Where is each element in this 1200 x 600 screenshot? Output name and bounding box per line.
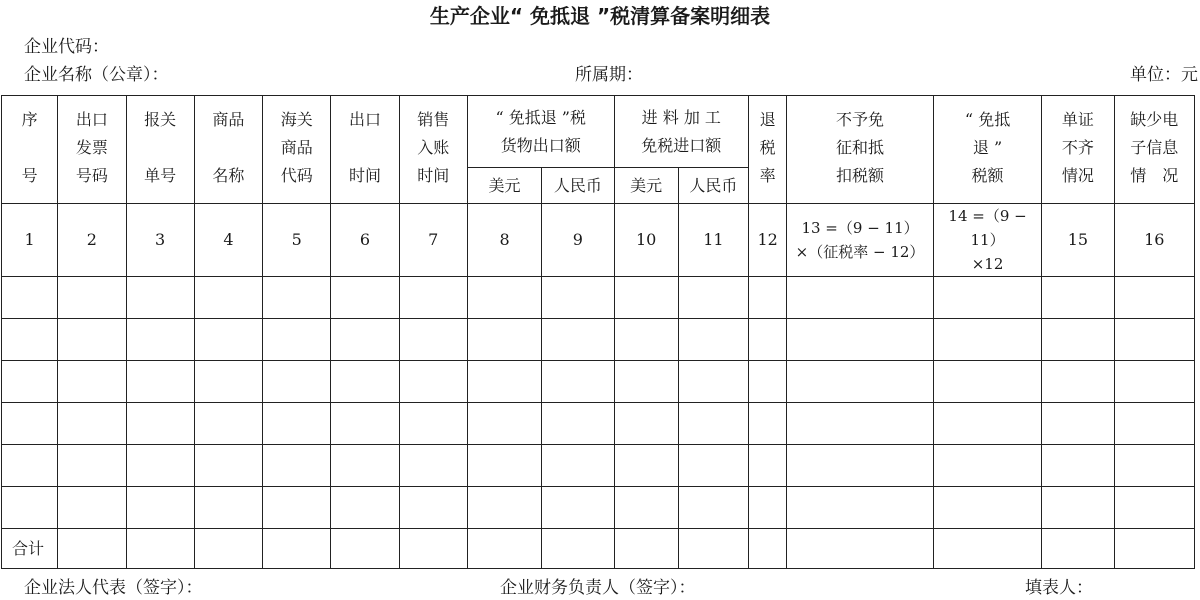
- index-cell: 5: [263, 204, 331, 277]
- blank-cell[interactable]: [2, 403, 58, 445]
- col-header-usd-1: 美元: [467, 168, 541, 204]
- col-header-export-time: 出口 时间: [331, 96, 399, 204]
- blank-cell[interactable]: [678, 445, 748, 487]
- blank-cell[interactable]: [194, 277, 262, 319]
- blank-cell[interactable]: [1114, 529, 1194, 569]
- blank-cell[interactable]: [749, 277, 787, 319]
- blank-cell[interactable]: [749, 487, 787, 529]
- blank-cell[interactable]: [1114, 403, 1194, 445]
- blank-cell[interactable]: [58, 403, 126, 445]
- col-header-refund-tax: “ 免抵 退 ” 税额: [933, 96, 1041, 204]
- blank-cell[interactable]: [126, 445, 194, 487]
- blank-cell[interactable]: [749, 529, 787, 569]
- blank-cell[interactable]: [467, 361, 541, 403]
- company-name-label: 企业名称（公章）：: [24, 65, 169, 85]
- blank-cell[interactable]: [58, 529, 126, 569]
- blank-cell[interactable]: [263, 319, 331, 361]
- blank-cell[interactable]: [126, 361, 194, 403]
- blank-cell[interactable]: [263, 403, 331, 445]
- blank-cell[interactable]: [467, 445, 541, 487]
- blank-cell[interactable]: [58, 277, 126, 319]
- blank-cell[interactable]: [399, 445, 467, 487]
- blank-cell[interactable]: [399, 487, 467, 529]
- blank-cell[interactable]: [542, 445, 614, 487]
- blank-cell[interactable]: [933, 361, 1041, 403]
- col-header-rmb-1: 人民币: [542, 168, 614, 204]
- blank-cell[interactable]: [331, 403, 399, 445]
- blank-cell[interactable]: [749, 361, 787, 403]
- blank-cell[interactable]: [2, 487, 58, 529]
- blank-cell[interactable]: [749, 403, 787, 445]
- col-header-sales-time: 销售 入账 时间: [399, 96, 467, 204]
- legal-rep-signature-label: 企业法人代表（签字）：: [24, 578, 203, 598]
- index-cell: 15: [1042, 204, 1114, 277]
- blank-cell[interactable]: [1114, 319, 1194, 361]
- blank-cell[interactable]: [194, 319, 262, 361]
- blank-cell[interactable]: [1042, 445, 1114, 487]
- blank-cell[interactable]: [933, 319, 1041, 361]
- blank-cell[interactable]: [331, 361, 399, 403]
- col-header-customs-code: 海关 商品 代码: [263, 96, 331, 204]
- col-header-invoice-no: 出口 发票 号码: [58, 96, 126, 204]
- index-cell: 10: [614, 204, 678, 277]
- blank-cell[interactable]: [1114, 277, 1194, 319]
- blank-cell[interactable]: [542, 277, 614, 319]
- total-label: 合计: [2, 529, 58, 569]
- blank-cell[interactable]: [263, 529, 331, 569]
- blank-cell[interactable]: [126, 319, 194, 361]
- blank-cell[interactable]: [194, 445, 262, 487]
- blank-cell[interactable]: [1042, 487, 1114, 529]
- col-header-doc-missing: 单证 不齐 情况: [1042, 96, 1114, 204]
- blank-cell[interactable]: [467, 487, 541, 529]
- blank-cell[interactable]: [331, 277, 399, 319]
- blank-cell[interactable]: [614, 403, 678, 445]
- index-cell-formula-13: 13 =（9 − 11） ×（征税率 − 12）: [787, 204, 934, 277]
- blank-cell[interactable]: [2, 319, 58, 361]
- blank-cell[interactable]: [126, 529, 194, 569]
- blank-cell[interactable]: [678, 403, 748, 445]
- blank-cell[interactable]: [399, 529, 467, 569]
- blank-cell[interactable]: [331, 319, 399, 361]
- index-cell: 16: [1114, 204, 1194, 277]
- index-cell: 3: [126, 204, 194, 277]
- blank-cell[interactable]: [263, 445, 331, 487]
- col-header-e-info-missing: 缺少电 子信息 情 况: [1114, 96, 1194, 204]
- blank-cell[interactable]: [467, 529, 541, 569]
- unit-label: 单位：元: [1130, 65, 1198, 85]
- blank-cell[interactable]: [749, 319, 787, 361]
- col-group-import-amount: 进 料 加 工 免税进口额: [614, 96, 749, 168]
- blank-cell[interactable]: [933, 277, 1041, 319]
- total-row: [2, 529, 1195, 569]
- blank-cell[interactable]: [787, 277, 934, 319]
- company-code-label: 企业代码：: [24, 37, 109, 57]
- index-row: [2, 204, 1195, 277]
- blank-cell[interactable]: [263, 277, 331, 319]
- blank-cell[interactable]: [749, 445, 787, 487]
- blank-cell[interactable]: [614, 361, 678, 403]
- table-row: [2, 319, 1195, 361]
- blank-cell[interactable]: [399, 361, 467, 403]
- blank-cell[interactable]: [678, 361, 748, 403]
- index-cell: 4: [194, 204, 262, 277]
- period-label: 所属期：: [575, 65, 643, 85]
- blank-cell[interactable]: [467, 277, 541, 319]
- blank-cell[interactable]: [58, 445, 126, 487]
- col-header-refund-rate: 退 税 率: [749, 96, 787, 204]
- blank-cell[interactable]: [678, 529, 748, 569]
- col-group-export-amount: “ 免抵退 ”税 货物出口额: [467, 96, 614, 168]
- blank-cell[interactable]: [331, 529, 399, 569]
- finance-head-signature-label: 企业财务负责人（签字）：: [500, 578, 696, 598]
- col-header-customs-no: 报关 单号: [126, 96, 194, 204]
- header-row-1: [2, 96, 1195, 168]
- blank-cell[interactable]: [787, 445, 934, 487]
- blank-cell[interactable]: [614, 445, 678, 487]
- blank-cell[interactable]: [399, 403, 467, 445]
- blank-cell[interactable]: [331, 487, 399, 529]
- blank-cell[interactable]: [2, 445, 58, 487]
- index-cell: 2: [58, 204, 126, 277]
- index-cell: 11: [678, 204, 748, 277]
- blank-cell[interactable]: [194, 361, 262, 403]
- blank-cell[interactable]: [542, 361, 614, 403]
- blank-cell[interactable]: [933, 529, 1041, 569]
- blank-cell[interactable]: [1042, 403, 1114, 445]
- blank-cell[interactable]: [263, 361, 331, 403]
- col-header-rmb-2: 人民币: [678, 168, 748, 204]
- blank-cell[interactable]: [2, 277, 58, 319]
- index-cell: 9: [542, 204, 614, 277]
- blank-cell[interactable]: [678, 319, 748, 361]
- blank-cell[interactable]: [126, 403, 194, 445]
- blank-cell[interactable]: [787, 319, 934, 361]
- blank-cell[interactable]: [1114, 487, 1194, 529]
- blank-cell[interactable]: [126, 487, 194, 529]
- table-row: [2, 487, 1195, 529]
- blank-cell[interactable]: [194, 487, 262, 529]
- col-header-non-deductible: 不予免 征和抵 扣税额: [787, 96, 934, 204]
- blank-cell[interactable]: [399, 319, 467, 361]
- blank-cell[interactable]: [787, 529, 934, 569]
- blank-cell[interactable]: [1042, 277, 1114, 319]
- index-cell: 7: [399, 204, 467, 277]
- preparer-label: 填表人：: [1025, 578, 1093, 598]
- blank-cell[interactable]: [614, 529, 678, 569]
- blank-cell[interactable]: [331, 445, 399, 487]
- blank-cell[interactable]: [614, 319, 678, 361]
- blank-cell[interactable]: [678, 277, 748, 319]
- blank-cell[interactable]: [126, 277, 194, 319]
- blank-cell[interactable]: [542, 529, 614, 569]
- blank-cell[interactable]: [542, 403, 614, 445]
- blank-cell[interactable]: [933, 445, 1041, 487]
- index-cell: 1: [2, 204, 58, 277]
- blank-cell[interactable]: [542, 487, 614, 529]
- index-cell: 8: [467, 204, 541, 277]
- blank-cell[interactable]: [1114, 361, 1194, 403]
- blank-cell[interactable]: [787, 487, 934, 529]
- blank-cell[interactable]: [1042, 319, 1114, 361]
- detail-table: [1, 95, 1195, 569]
- blank-cell[interactable]: [787, 403, 934, 445]
- blank-cell[interactable]: [678, 487, 748, 529]
- blank-cell[interactable]: [1042, 361, 1114, 403]
- table-row: [2, 403, 1195, 445]
- blank-cell[interactable]: [542, 319, 614, 361]
- blank-cell[interactable]: [614, 277, 678, 319]
- table-row: [2, 361, 1195, 403]
- blank-cell[interactable]: [194, 529, 262, 569]
- table-row: [2, 445, 1195, 487]
- blank-cell[interactable]: [58, 487, 126, 529]
- blank-cell[interactable]: [263, 487, 331, 529]
- blank-cell[interactable]: [58, 319, 126, 361]
- index-cell-formula-14: 14 =（9 − 11） ×12: [933, 204, 1041, 277]
- blank-cell[interactable]: [614, 487, 678, 529]
- table-row: [2, 277, 1195, 319]
- blank-cell[interactable]: [194, 403, 262, 445]
- blank-cell[interactable]: [1042, 529, 1114, 569]
- blank-cell[interactable]: [467, 319, 541, 361]
- index-cell: 12: [749, 204, 787, 277]
- blank-cell[interactable]: [933, 403, 1041, 445]
- col-header-goods-name: 商品 名称: [194, 96, 262, 204]
- blank-cell[interactable]: [787, 361, 934, 403]
- blank-cell[interactable]: [1114, 445, 1194, 487]
- blank-cell[interactable]: [58, 361, 126, 403]
- blank-cell[interactable]: [2, 361, 58, 403]
- blank-cell[interactable]: [399, 277, 467, 319]
- blank-cell[interactable]: [467, 403, 541, 445]
- col-header-usd-2: 美元: [614, 168, 678, 204]
- form-title: 生产企业“ 免抵退 ”税清算备案明细表: [429, 4, 771, 28]
- col-header-seq: 序 号: [2, 96, 58, 204]
- blank-cell[interactable]: [933, 487, 1041, 529]
- index-cell: 6: [331, 204, 399, 277]
